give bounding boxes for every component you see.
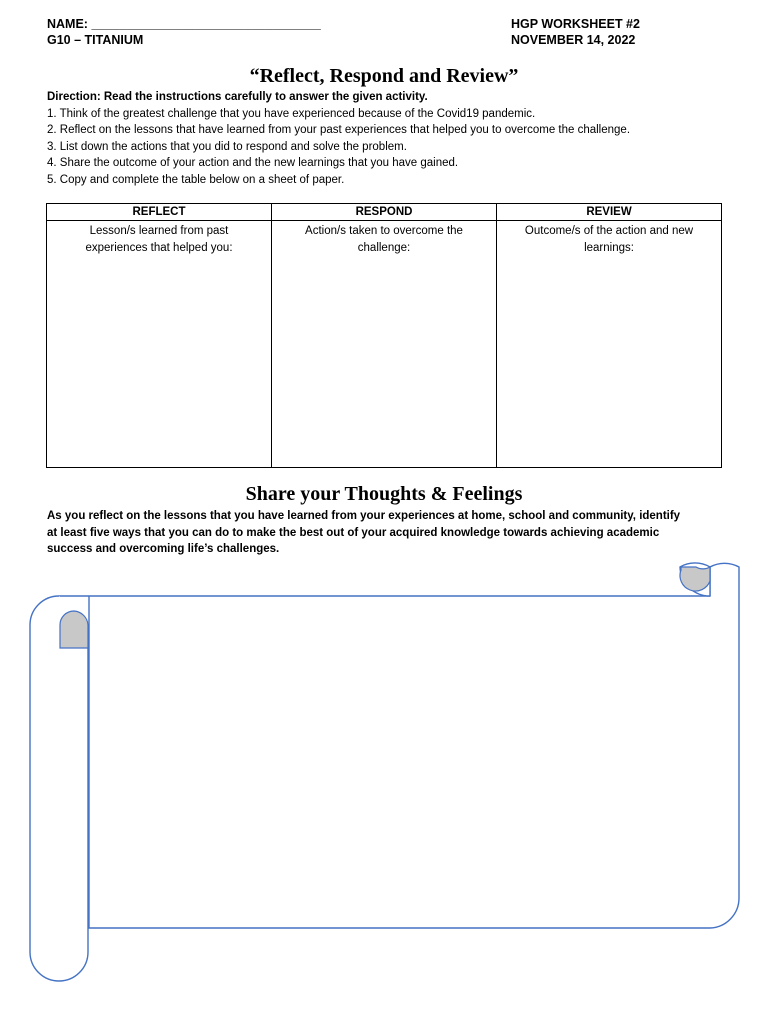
direction-step: 2. Reflect on the lessons that have learned from your past experiences that helped you to overcome the challenge.: [47, 124, 631, 137]
reflect-cell[interactable]: Lesson/s learned from past experiences that helped you:: [47, 221, 272, 468]
section-label: G10 – TITANIUM: [47, 33, 144, 47]
share-line: success and overcoming life’s challenges.: [47, 543, 280, 556]
reflect-header: REFLECT: [47, 204, 272, 221]
date-label: NOVEMBER 14, 2022: [511, 33, 636, 47]
direction-step: 5. Copy and complete the table below on a sheet of paper.: [47, 173, 345, 186]
share-line: As you reflect on the lessons that you have learned from your experiences at home, school and community, identify: [47, 510, 681, 522]
review-header: REVIEW: [497, 204, 722, 221]
respond-header: RESPOND: [272, 204, 497, 221]
name-field-label: NAME: _________________________________: [47, 17, 321, 31]
scroll-left-curl: [60, 611, 88, 648]
worksheet-label: HGP WORKSHEET #2: [511, 17, 640, 31]
share-title: Share your Thoughts & Feelings: [245, 483, 523, 505]
scroll-body: [59, 563, 739, 928]
share-line: at least five ways that you can do to make the best out of your acquired knowledge towards achieving academic: [47, 526, 660, 539]
scroll-right-curl: [680, 567, 710, 591]
directions-heading: Direction: Read the instructions carefully to answer the given activity.: [47, 91, 428, 103]
review-cell[interactable]: Outcome/s of the action and new learnings:: [497, 221, 722, 468]
scroll-outline: [30, 563, 739, 981]
direction-step: 1. Think of the greatest challenge that you have experienced because of the Covid19 pandemic.: [47, 107, 536, 120]
respond-cell[interactable]: Action/s taken to overcome the challenge:: [272, 221, 497, 468]
direction-step: 3. List down the actions that you did to respond and solve the problem.: [47, 140, 407, 153]
activity-title: “Reflect, Respond and Review”: [249, 65, 519, 87]
scroll-left-roll: [30, 596, 88, 981]
direction-step: 4. Share the outcome of your action and the new learnings that you have gained.: [47, 157, 459, 170]
